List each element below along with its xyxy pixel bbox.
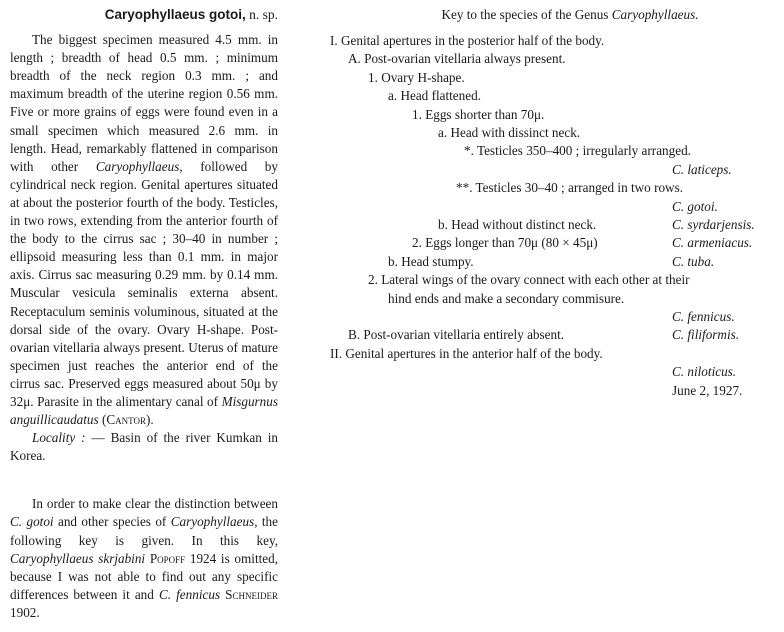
key-species: C. armeniacus. bbox=[672, 235, 753, 251]
key-species: C. laticeps. bbox=[672, 161, 732, 177]
species-ref: Caryophyllaeus skrjabini bbox=[10, 550, 146, 566]
key-species: C. niloticus. bbox=[672, 364, 737, 380]
genus-name: Caryophyllaeus, bbox=[95, 158, 183, 174]
note-text: In order to make clear the distinction between bbox=[32, 496, 278, 512]
key-species: C. fennicus. bbox=[672, 308, 735, 324]
key-title bbox=[330, 6, 780, 24]
key-introduction-paragraph bbox=[10, 495, 278, 622]
key-row bbox=[330, 50, 780, 68]
species-ref: C. fennicus bbox=[158, 586, 221, 602]
left-column bbox=[10, 6, 278, 622]
right-column bbox=[330, 6, 780, 400]
key-row bbox=[330, 161, 780, 179]
locality-text: — Basin of the river Kumkan in Korea. bbox=[10, 430, 279, 464]
key-row bbox=[330, 345, 780, 363]
description-text: The biggest specimen measured 4.5 mm. in length ; breadth of head 0.5 mm. ; minimum breadth of the neck region 0.3 mm. ; and maximum breadth of the uterine region 0.56 mm. Five or more grains of eggs were found even in a small specimen which measured 2.6 mm. in length. Head, remarkably flattened in comparison with other bbox=[10, 32, 278, 174]
new-species-mark: n. sp. bbox=[245, 7, 278, 22]
key-criterion: A. Post-ovarian vitellaria always present. bbox=[348, 51, 566, 67]
key-criterion: **. Testicles 30–40 ; arranged in two rows. bbox=[456, 180, 684, 196]
key-row bbox=[330, 363, 780, 381]
date-row bbox=[330, 382, 780, 400]
key-criterion: a. Head flattened. bbox=[388, 88, 481, 104]
key-criterion: a. Head with dissinct neck. bbox=[438, 125, 581, 141]
host-species: Misgurnus anguillicaudatus bbox=[10, 393, 278, 428]
species-ref: C. gotoi bbox=[10, 514, 54, 530]
species-heading bbox=[10, 6, 278, 24]
species-name: Caryophyllaeus gotoi, bbox=[104, 7, 246, 22]
key-row bbox=[330, 234, 780, 252]
key-row bbox=[330, 32, 780, 50]
note-text: the following key is given. In this key, bbox=[10, 514, 278, 548]
key-criterion: 2. Lateral wings of the ovary connect with each other at their bbox=[368, 272, 690, 288]
key-row bbox=[330, 216, 780, 234]
note-text: and other species of bbox=[53, 514, 171, 530]
note-text: 1902. bbox=[10, 604, 40, 620]
key-criterion: I. Genital apertures in the posterior half of the body. bbox=[330, 33, 605, 49]
key-criterion: b. Head without distinct neck. bbox=[438, 217, 597, 232]
author-name: Schneider bbox=[225, 586, 278, 602]
key-title-text: Key to the species of the Genus bbox=[441, 7, 612, 22]
key-row bbox=[330, 198, 780, 216]
key-row bbox=[330, 124, 780, 142]
key-criterion: 1. Ovary H-shape. bbox=[368, 69, 465, 85]
key-row bbox=[330, 179, 780, 197]
key-row bbox=[330, 87, 780, 105]
key-row bbox=[330, 308, 780, 326]
key-row bbox=[330, 69, 780, 87]
date: June 2, 1927. bbox=[672, 382, 743, 398]
description-text: followed by cylindrical neck region. Genital apertures situated at about the posterior fourth of the body. Testicles, in two rows, extending from the anterior fourth of the body to the cirrus sac ; 30–40 in number ; ellipsoid measuring less than 0.1 mm. in major axis. Cirrus sac measuring 0.29 mm. by 0.14 mm. Muscular vesicula seminalis externa absent. Receptaculum seminis voluminous, situated at the dorsal side of the ovary. Ovary H-shape. Post-ovarian vitellaria always present. Uterus of mature specimen just reaches the anterior end of the cirrus sac. Preserved eggs measured about 50μ by 32μ. Parasite in the alimentary canal of bbox=[10, 158, 278, 409]
author-name: Popoff bbox=[149, 550, 186, 566]
key-species: C. gotoi. bbox=[672, 198, 718, 214]
description-paragraph: The biggest specimen measured 4.5 mm. in length ; breadth of head 0.5 mm. ; minimum breadth of the neck region 0.3 mm. ; and maximum breadth of the uterine region 0.56 mm. Five or more grains of eggs were found even in a small specimen which measured 2.6 mm. in length. Head, remarkably flattened in comparison with other Caryophyllaeus, followed by cylindrical neck region. Genital apertures situated at about the posterior fourth of the body. Testicles, in two rows, extending from the anterior fourth of the body to the cirrus sac ; 30–40 in number ; ellipsoid measuring less than 0.1 mm. in major axis. Cirrus sac measuring 0.29 mm. by 0.14 mm. Muscular vesicula seminalis externa absent. Receptaculum seminis voluminous, situated at the dorsal side of the ovary. Ovary H-shape. Post-ovarian vitellaria always present. Uterus of mature specimen just reaches the anterior end of the cirrus sac. Preserved eggs measured about 50μ by 32μ. Parasite in the alimentary canal of Misgurnus anguillicaudatus (Cantor). bbox=[10, 32, 278, 428]
key-criterion: hind ends and make a secondary commisure. bbox=[388, 290, 625, 306]
identification-key bbox=[330, 32, 780, 381]
key-species: C. tuba. bbox=[672, 253, 715, 269]
locality-label: Locality : bbox=[32, 430, 86, 446]
key-species: C. filiformis. bbox=[672, 327, 740, 343]
key-criterion: B. Post-ovarian vitellaria entirely absent. bbox=[348, 327, 565, 343]
key-row bbox=[330, 326, 780, 344]
key-species: C. syrdarjensis. bbox=[672, 217, 755, 232]
key-row bbox=[330, 106, 780, 124]
key-criterion: 1. Eggs shorter than 70μ. bbox=[412, 106, 545, 122]
key-row bbox=[330, 271, 780, 289]
key-criterion: b. Head stumpy. bbox=[388, 253, 474, 269]
host-author: Cantor bbox=[106, 412, 146, 428]
note-text: 1924 is omitted, because I was not able to find out any specific differences between it and bbox=[10, 550, 279, 602]
punct: ). bbox=[146, 412, 154, 428]
key-criterion: 2. Eggs longer than 70μ (80 × 45μ) bbox=[412, 235, 598, 251]
key-criterion: *. Testicles 350–400 ; irregularly arranged. bbox=[464, 143, 691, 159]
key-title-genus: Caryophyllaeus. bbox=[611, 7, 699, 22]
genus-ref: Caryophyllaeus, bbox=[170, 514, 258, 530]
key-criterion: II. Genital apertures in the anterior half of the body. bbox=[330, 345, 603, 361]
locality-paragraph bbox=[10, 429, 278, 465]
key-row bbox=[330, 253, 780, 271]
key-row bbox=[330, 290, 780, 308]
key-row bbox=[330, 142, 780, 160]
